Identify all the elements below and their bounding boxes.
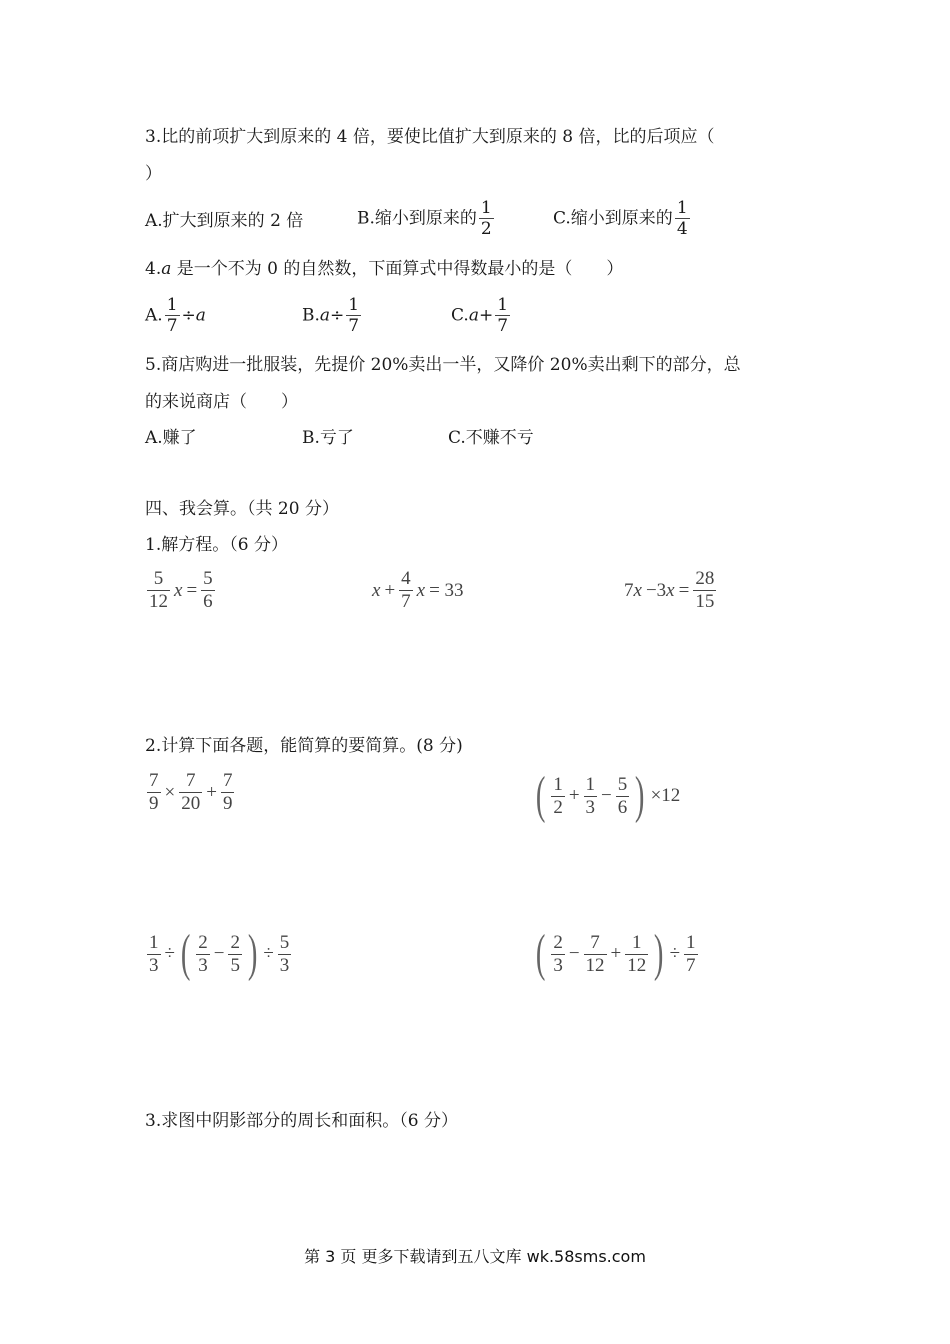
q3-option-b — [357, 198, 496, 239]
page-footer: 第 3 页 更多下载请到五八文库 wk.58sms.com — [304, 1247, 646, 1266]
section4-title: 四、我会算。（共 20 分） — [145, 499, 339, 519]
q4-option-a-var: a — [195, 305, 206, 326]
calc3-fraction-2 — [196, 932, 210, 977]
fraction-denominator: 3 — [279, 954, 290, 976]
calc3-minus: − — [213, 943, 225, 964]
calc4-fraction-1 — [551, 932, 565, 977]
calc4-fraction-4 — [684, 932, 698, 977]
eq2-variable-1: x — [372, 579, 381, 601]
fraction-denominator: 3 — [149, 954, 159, 976]
eq3-fraction — [693, 568, 716, 613]
q3-stem-line2: ） — [145, 164, 162, 184]
fraction-denominator: 3 — [198, 954, 208, 976]
calc3-divide-2: ÷ — [263, 943, 274, 964]
calc-2 — [532, 767, 682, 824]
calc4-divide: ÷ — [669, 943, 681, 964]
fraction-denominator: 9 — [149, 793, 159, 814]
q4-option-b-label: B. — [302, 305, 320, 326]
left-paren: ( — [535, 767, 546, 824]
fraction-numerator: 5 — [617, 773, 628, 795]
eq3-variable-1: x — [633, 579, 642, 601]
q4-option-a-divide: ÷ — [181, 305, 196, 326]
fraction-numerator: 28 — [695, 568, 715, 589]
calc1-fraction-3 — [221, 770, 235, 815]
eq1-equals: = — [186, 579, 198, 601]
calc2-minus: − — [601, 785, 612, 806]
q5-stem-line2: 的来说商店（ ） — [145, 392, 298, 412]
q5-option-a: A.赚了 — [145, 428, 197, 448]
q4-option-a — [145, 295, 206, 336]
fraction-numerator: 1 — [480, 198, 492, 218]
fraction-numerator: 1 — [625, 932, 648, 955]
fraction-denominator: 2 — [480, 219, 492, 239]
calc1-times: × — [164, 781, 176, 803]
fraction-numerator: 7 — [149, 770, 159, 791]
fraction-denominator: 5 — [230, 954, 240, 976]
fraction-numerator: 1 — [686, 931, 696, 953]
eq1-fraction-2 — [201, 568, 215, 613]
fraction-numerator: 1 — [676, 198, 688, 218]
q3-option-a: A.扩大到原来的 2 倍 — [145, 211, 304, 231]
calc1-fraction-2 — [179, 770, 202, 815]
calc3-divide-1: ÷ — [164, 943, 175, 964]
eq3-equals: = — [678, 579, 690, 601]
calc-1 — [145, 770, 236, 815]
fraction-denominator: 7 — [401, 591, 411, 612]
fraction-denominator: 15 — [695, 591, 715, 612]
q4-stem-text: 是一个不为 0 的自然数，下面算式中得数最小的是（ ） — [171, 259, 624, 279]
right-paren: ) — [635, 767, 645, 824]
calc1-fraction-1 — [147, 770, 161, 815]
q3-option-b-text: B.缩小到原来的 — [357, 208, 477, 229]
q3-option-c — [553, 198, 692, 239]
q4-option-a-fraction — [165, 295, 180, 336]
calc4-fraction-2 — [584, 932, 607, 977]
eq2-variable-2: x — [416, 579, 426, 601]
fraction-denominator: 9 — [222, 793, 233, 814]
q4-stem — [145, 258, 623, 280]
left-paren: ( — [180, 925, 191, 982]
fraction-denominator: 20 — [181, 793, 201, 814]
calc4-plus: + — [610, 943, 622, 964]
fraction-numerator: 2 — [198, 931, 208, 953]
fraction-numerator: 1 — [166, 295, 178, 315]
fraction-numerator: 1 — [149, 931, 159, 953]
equation-2 — [370, 568, 466, 613]
q4-number: 4. — [145, 259, 162, 279]
eq3-variable-2: x — [666, 579, 675, 601]
calc-3 — [145, 925, 293, 982]
calc3-fraction-1 — [147, 932, 161, 977]
fraction-denominator: 12 — [627, 954, 647, 976]
calc2-fraction-1 — [551, 774, 565, 819]
eq1-variable: x — [174, 579, 183, 601]
q5-option-b: B.亏了 — [302, 428, 354, 448]
eq2-rhs: = 33 — [429, 579, 464, 601]
q3-stem-line1: 3.比的前项扩大到原来的 4 倍，要使比值扩大到原来的 8 倍，比的后项应（ — [145, 127, 715, 147]
eq3-minus: −3 — [645, 579, 667, 601]
fraction-numerator: 5 — [203, 568, 213, 589]
calc1-plus: + — [206, 781, 217, 803]
fraction-denominator: 3 — [585, 796, 596, 818]
fraction-numerator: 2 — [553, 931, 563, 953]
q4-variable: a — [161, 259, 172, 279]
q5-stem-line1: 5.商店购进一批服装，先提价 20%卖出一半，又降价 20%卖出剩下的部分，总 — [145, 355, 741, 375]
calc2-plus: + — [568, 785, 580, 806]
fraction-numerator: 7 — [584, 932, 607, 955]
calc4-minus: − — [568, 943, 580, 964]
calc2-tail: ×12 — [650, 785, 681, 806]
q4-option-b — [302, 295, 363, 336]
fraction-numerator: 7 — [179, 770, 202, 793]
fraction-numerator: 2 — [230, 931, 240, 953]
eq3-coefficient: 7 — [624, 579, 634, 601]
part3-title: 3.求图中阴影部分的周长和面积。（6 分） — [145, 1111, 458, 1131]
q5-option-c: C.不赚不亏 — [448, 428, 534, 448]
q4-option-c-plus: + — [478, 305, 494, 326]
fraction-denominator: 6 — [203, 591, 213, 612]
part1-title: 1.解方程。（6 分） — [145, 535, 288, 555]
calc3-fraction-3 — [228, 932, 242, 977]
q4-option-c-var: a — [468, 305, 479, 326]
fraction-numerator: 1 — [348, 295, 360, 315]
calc3-fraction-4 — [278, 932, 292, 977]
calc2-fraction-2 — [584, 774, 598, 819]
fraction-numerator: 5 — [147, 568, 170, 591]
fraction-numerator: 1 — [553, 773, 563, 795]
q4-option-c-label: C. — [451, 305, 469, 326]
equation-1 — [145, 568, 217, 613]
q3-option-c-fraction — [675, 198, 690, 239]
eq2-plus: + — [384, 579, 396, 601]
fraction-denominator: 7 — [166, 316, 178, 336]
q4-option-b-var: a — [319, 305, 331, 326]
q4-option-c — [451, 295, 512, 336]
right-paren: ) — [654, 925, 664, 982]
fraction-numerator: 7 — [222, 770, 233, 791]
equation-3 — [622, 568, 718, 613]
calc-4 — [532, 925, 700, 982]
fraction-denominator: 4 — [676, 219, 688, 239]
q4-option-a-label: A. — [145, 305, 163, 326]
fraction-denominator: 12 — [149, 591, 168, 612]
fraction-numerator: 1 — [585, 773, 596, 795]
right-paren: ) — [247, 925, 258, 982]
fraction-denominator: 7 — [497, 316, 509, 336]
fraction-numerator: 5 — [279, 931, 290, 953]
calc2-fraction-3 — [616, 774, 630, 819]
q3-option-c-text: C.缩小到原来的 — [553, 208, 673, 229]
q4-option-b-divide: ÷ — [330, 305, 345, 326]
fraction-numerator: 1 — [497, 295, 509, 315]
fraction-denominator: 6 — [617, 796, 628, 818]
fraction-denominator: 7 — [686, 954, 696, 976]
part2-title: 2.计算下面各题，能简算的要简算。(8 分) — [145, 736, 463, 756]
q4-option-b-fraction — [346, 295, 361, 336]
fraction-denominator: 12 — [585, 954, 605, 976]
fraction-denominator: 3 — [553, 954, 563, 976]
fraction-denominator: 7 — [348, 316, 360, 336]
q3-option-b-fraction — [479, 198, 494, 239]
fraction-denominator: 2 — [553, 796, 563, 818]
eq1-fraction-1 — [147, 568, 170, 613]
calc4-fraction-3 — [625, 932, 648, 977]
left-paren: ( — [535, 925, 546, 982]
fraction-numerator: 4 — [401, 568, 411, 589]
q4-option-c-fraction — [495, 295, 510, 336]
eq2-fraction — [399, 568, 413, 613]
